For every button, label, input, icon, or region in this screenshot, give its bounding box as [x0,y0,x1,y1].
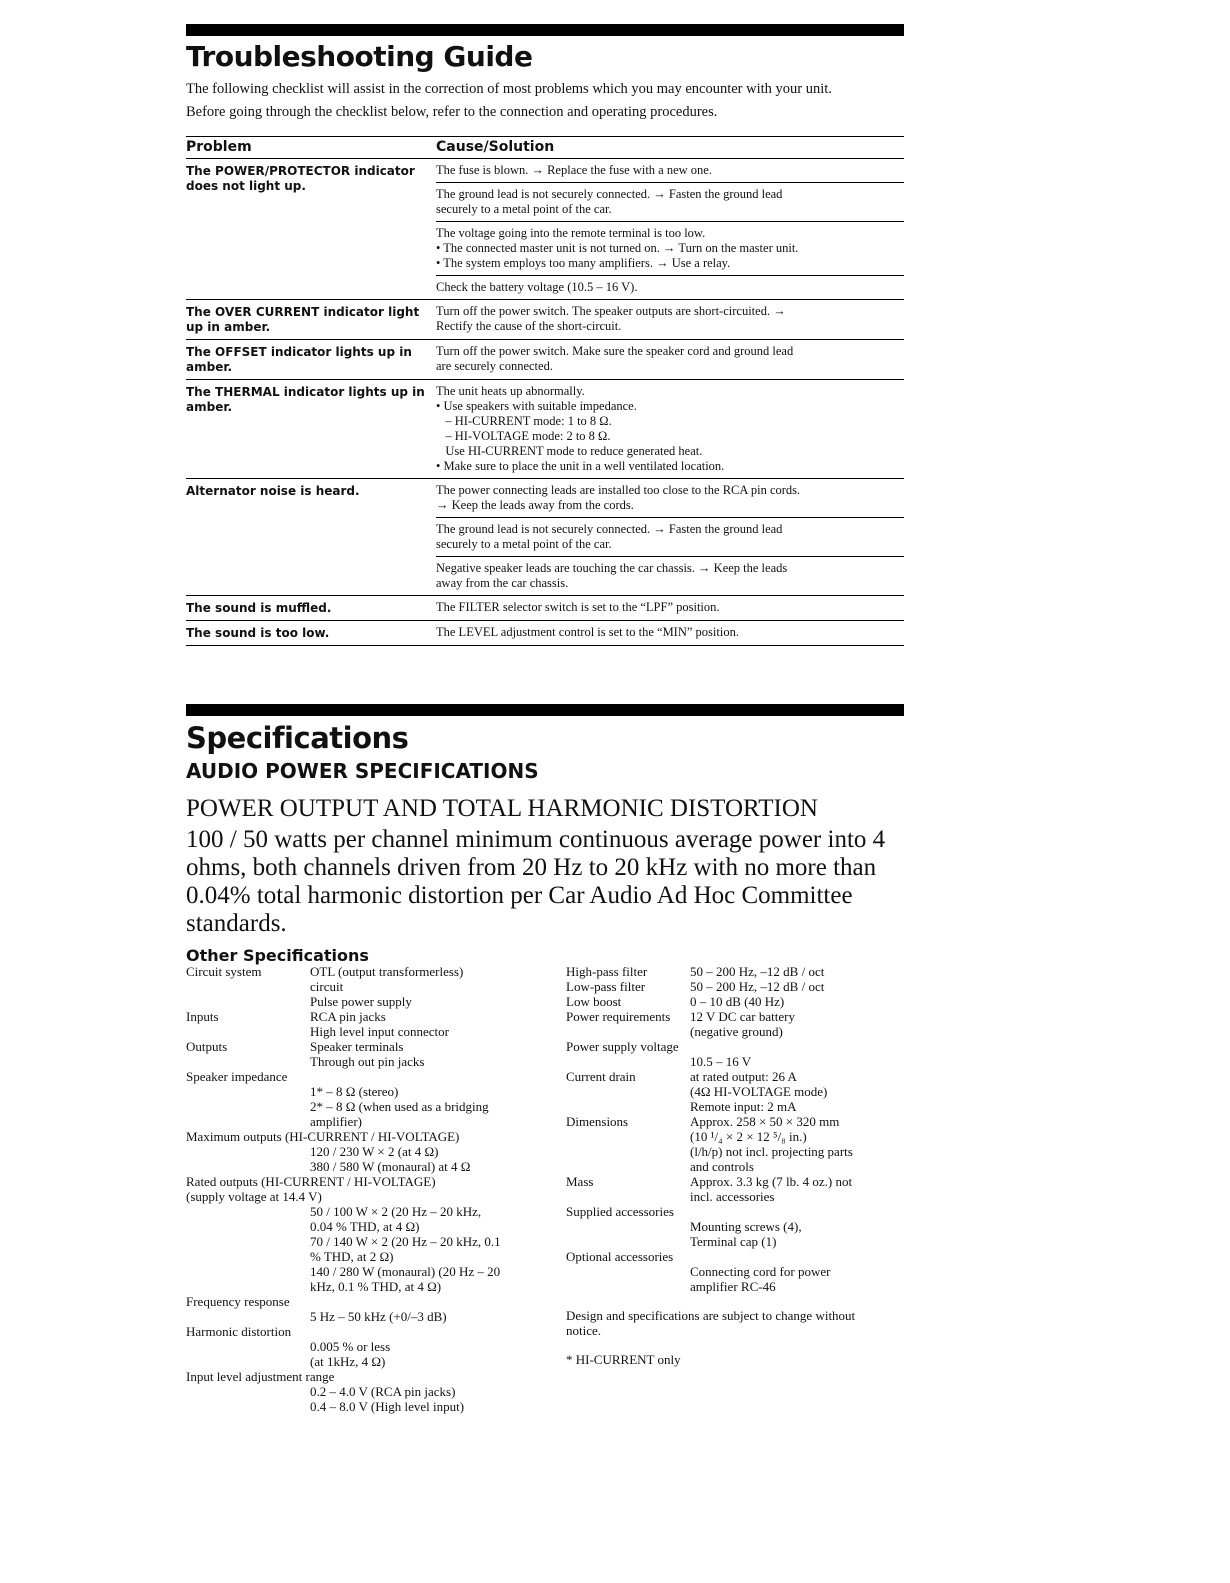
spec-value: Approx. 3.3 kg (7 lb. 4 oz.) not [690,1174,853,1189]
solution-line: The ground lead is not securely connected. → Fasten the ground lead [436,522,783,536]
spec-label: Current drain [566,1069,636,1084]
solution-block [436,159,904,183]
spec-value: 10.5 – 16 V [690,1054,752,1069]
solution-line: Turn off the power switch. The speaker outputs are short-circuited. → [436,304,786,318]
spec-value: circuit [310,979,344,994]
spec-item [186,1039,546,1069]
problem-cell: The OVER CURRENT indicator light up in amber. [186,305,420,334]
solution-line: • Make sure to place the unit in a well ventilated location. [436,459,725,473]
header-problem: Problem [186,139,252,155]
solution-line: Check the battery voltage (10.5 – 16 V). [436,280,638,294]
spec-label: Power requirements [566,1009,671,1024]
spec-label: Dimensions [566,1114,629,1129]
solution-line: • The system employs too many amplifiers. → Use a relay. [436,256,731,270]
spec-value: 12 V DC car battery [690,1009,795,1024]
troubleshooting-intro [186,80,904,122]
spec-value: and controls [690,1159,754,1174]
solution-line: are securely connected. [436,359,553,373]
spec-label: Maximum outputs (HI-CURRENT / HI-VOLTAGE) [186,1129,460,1144]
spec-label: Outputs [186,1039,228,1054]
section-rule [186,704,904,716]
spec-label: Optional accessories [566,1249,674,1264]
spec-value: Mounting screws (4), [690,1219,802,1234]
solution-line: → Keep the leads away from the cords. [436,498,634,512]
spec-item [566,1204,906,1249]
spec-item [186,1129,546,1174]
spec-line [566,1009,906,1024]
specs-right-column [566,964,906,1367]
solution-line: – HI-VOLTAGE mode: 2 to 8 Ω. [436,429,611,443]
solution-line: The ground lead is not securely connected. → Fasten the ground lead [436,187,783,201]
table-row [186,380,904,479]
spec-value: 1* – 8 Ω (stereo) [310,1084,399,1099]
solution-line: Use HI-CURRENT mode to reduce generated heat. [436,444,703,458]
spec-item [566,979,906,994]
table-row [186,479,904,596]
spec-value: 0.4 – 8.0 V (High level input) [310,1399,465,1414]
spec-label: Supplied accessories [566,1204,674,1219]
spec-label: Rated outputs (HI-CURRENT / HI-VOLTAGE) [186,1174,436,1189]
solution-line: Negative speaker leads are touching the car chassis. → Keep the leads [436,561,788,575]
header-cause-solution: Cause/Solution [436,139,555,155]
spec-value: Terminal cap (1) [690,1234,777,1249]
cause-solution-cell [436,340,904,379]
spec-item [186,1069,546,1129]
spec-item [566,1174,906,1204]
spec-label: Power supply voltage [566,1039,679,1054]
spec-value: RCA pin jacks [310,1009,386,1024]
spec-item [186,1174,546,1294]
spec-line [566,964,906,979]
spec-value: 0.04 % THD, at 4 Ω) [310,1219,420,1234]
table-row [186,621,904,646]
spec-value: 120 / 230 W × 2 (at 4 Ω) [310,1144,439,1159]
spec-item [566,994,906,1009]
spec-item [566,1039,906,1069]
problem-cell: The sound is too low. [186,626,330,640]
cause-solution-cell [436,479,904,595]
intro-paragraph: Before going through the checklist below, refer to the connection and operating procedures. [186,104,718,120]
spec-value: OTL (output transformerless) [310,964,464,979]
spec-value: (negative ground) [690,1024,783,1039]
table-row [186,159,904,300]
solution-line: The unit heats up abnormally. [436,384,585,398]
spec-item [186,1009,546,1039]
spec-label: Frequency response [186,1294,290,1309]
specs-left-column [186,964,546,1414]
solution-block [436,276,904,299]
solution-line: The power connecting leads are installed too close to the RCA pin cords. [436,483,801,497]
spec-label: High-pass filter [566,964,648,979]
spec-value: 0 – 10 dB (40 Hz) [690,994,785,1009]
section-rule [186,24,904,36]
other-specifications-title: Other Specifications [186,946,369,965]
solution-block [436,380,904,478]
solution-line: away from the car chassis. [436,576,569,590]
spec-footnote: * HI-CURRENT only [566,1352,681,1367]
spec-line [566,979,906,994]
solution-block [436,557,904,595]
spec-label: Circuit system [186,964,262,979]
spec-value: % THD, at 2 Ω) [310,1249,394,1264]
troubleshooting-title: Troubleshooting Guide [186,40,533,73]
problem-cell: The OFFSET indicator lights up in amber. [186,345,412,374]
spec-label: Low-pass filter [566,979,646,994]
intro-paragraph: The following checklist will assist in the correction of most problems which you may encounter with your unit. [186,81,832,97]
table-row [186,340,904,380]
spec-value: 50 – 200 Hz, –12 dB / oct [690,979,825,994]
spec-value: 50 – 200 Hz, –12 dB / oct [690,964,825,979]
audio-power-subtitle: AUDIO POWER SPECIFICATIONS [186,759,539,783]
spec-value: Approx. 258 × 50 × 320 mm [690,1114,840,1129]
spec-value: amplifier) [310,1114,362,1129]
problem-cell: The sound is muffled. [186,601,332,615]
spec-label: Low boost [566,994,622,1009]
spec-line [186,1039,546,1054]
solution-line: The FILTER selector switch is set to the “LPF” position. [436,600,720,614]
solution-block [436,222,904,276]
spec-label: Speaker impedance [186,1069,288,1084]
spec-value: (4Ω HI-VOLTAGE mode) [690,1084,828,1099]
solution-block [436,183,904,222]
spec-value: amplifier RC-46 [690,1279,776,1294]
spec-value: High level input connector [310,1024,449,1039]
spec-line [566,994,906,1009]
spec-item [186,1369,546,1414]
spec-value: 70 / 140 W × 2 (20 Hz – 20 kHz, 0.1 [310,1234,501,1249]
spec-value: 50 / 100 W × 2 (20 Hz – 20 kHz, [310,1204,482,1219]
solution-line: securely to a metal point of the car. [436,537,612,551]
problem-cell: Alternator noise is heard. [186,484,360,498]
power-output-text: 100 / 50 watts per channel minimum continuous average power into 4 ohms, both channels driven from 20 Hz to 20 kHz with no more than 0.04% total harmonic distortion per Car Audio Ad Hoc Committee standards. [186,826,886,937]
solution-block [436,518,904,557]
spec-line [566,1114,906,1129]
cause-solution-cell [436,159,904,299]
troubleshooting-section [186,24,904,646]
cause-solution-cell [436,380,904,478]
spec-line [566,1069,906,1084]
table-row [186,300,904,340]
spec-value: incl. accessories [690,1189,775,1204]
problem-cell: The POWER/PROTECTOR indicator does not light up. [186,164,415,193]
spec-value: 140 / 280 W (monaural) (20 Hz – 20 [310,1264,501,1279]
spec-item [186,1324,546,1369]
spec-value: Remote input: 2 mA [690,1099,797,1114]
spec-value: kHz, 0.1 % THD, at 4 Ω) [310,1279,442,1294]
spec-value: (at 1kHz, 4 Ω) [310,1354,386,1369]
cause-solution-cell [436,300,904,339]
solution-line: Rectify the cause of the short-circuit. [436,319,622,333]
solution-line: • Use speakers with suitable impedance. [436,399,637,413]
spec-label: Inputs [186,1009,219,1024]
spec-item [566,1069,906,1114]
specifications-section [186,704,904,966]
problem-cell: The THERMAL indicator lights up in amber. [186,385,425,414]
spec-value: Connecting cord for power [690,1264,831,1279]
spec-item [566,1249,906,1294]
spec-label: (supply voltage at 14.4 V) [186,1189,322,1204]
solution-line: The fuse is blown. → Replace the fuse with a new one. [436,163,712,177]
spec-value: 0.005 % or less [310,1339,391,1354]
solution-block [436,479,904,518]
spec-value: Pulse power supply [310,994,412,1009]
power-output-title: POWER OUTPUT AND TOTAL HARMONIC DISTORTION [186,795,818,822]
spec-line [186,964,546,979]
spec-item [566,1009,906,1039]
table-header [186,137,904,159]
spec-value: Speaker terminals [310,1039,404,1054]
spec-item [186,1294,546,1324]
solution-line: The LEVEL adjustment control is set to the “MIN” position. [436,625,739,639]
solution-block [436,300,904,338]
spec-line [566,1174,906,1189]
spec-value: 5 Hz – 50 kHz (+0/–3 dB) [310,1309,447,1324]
solution-block [436,340,904,378]
spec-label: Input level adjustment range [186,1369,335,1384]
spec-label: Harmonic distortion [186,1324,292,1339]
solution-line: • The connected master unit is not turned on. → Turn on the master unit. [436,241,799,255]
cause-solution-cell [436,596,904,620]
cause-solution-cell [436,621,904,645]
solution-line: securely to a metal point of the car. [436,202,612,216]
spec-value: Through out pin jacks [310,1054,425,1069]
spec-line [186,1009,546,1024]
solution-line: The voltage going into the remote terminal is too low. [436,226,706,240]
spec-item [186,964,546,1009]
solution-line: – HI-CURRENT mode: 1 to 8 Ω. [436,414,612,428]
troubleshooting-table [186,136,904,646]
solution-block [436,621,904,644]
table-row [186,596,904,621]
solution-block [436,596,904,619]
spec-item [566,1114,906,1174]
solution-line: Turn off the power switch. Make sure the speaker cord and ground lead [436,344,794,358]
spec-value: 380 / 580 W (monaural) at 4 Ω [310,1159,471,1174]
spec-value: 0.2 – 4.0 V (RCA pin jacks) [310,1384,456,1399]
spec-label: Mass [566,1174,594,1189]
specifications-title: Specifications [186,721,409,755]
spec-note: Design and specifications are subject to change without notice. [566,1308,856,1338]
spec-value: (10 ¹/₄ × 2 × 12 ⁵/₈ in.) [690,1129,807,1144]
spec-item [566,964,906,979]
spec-value: 2* – 8 Ω (when used as a bridging [310,1099,489,1114]
spec-value: at rated output: 26 A [690,1069,797,1084]
spec-value: (l/h/p) not incl. projecting parts [690,1144,853,1159]
table-body [186,159,904,646]
